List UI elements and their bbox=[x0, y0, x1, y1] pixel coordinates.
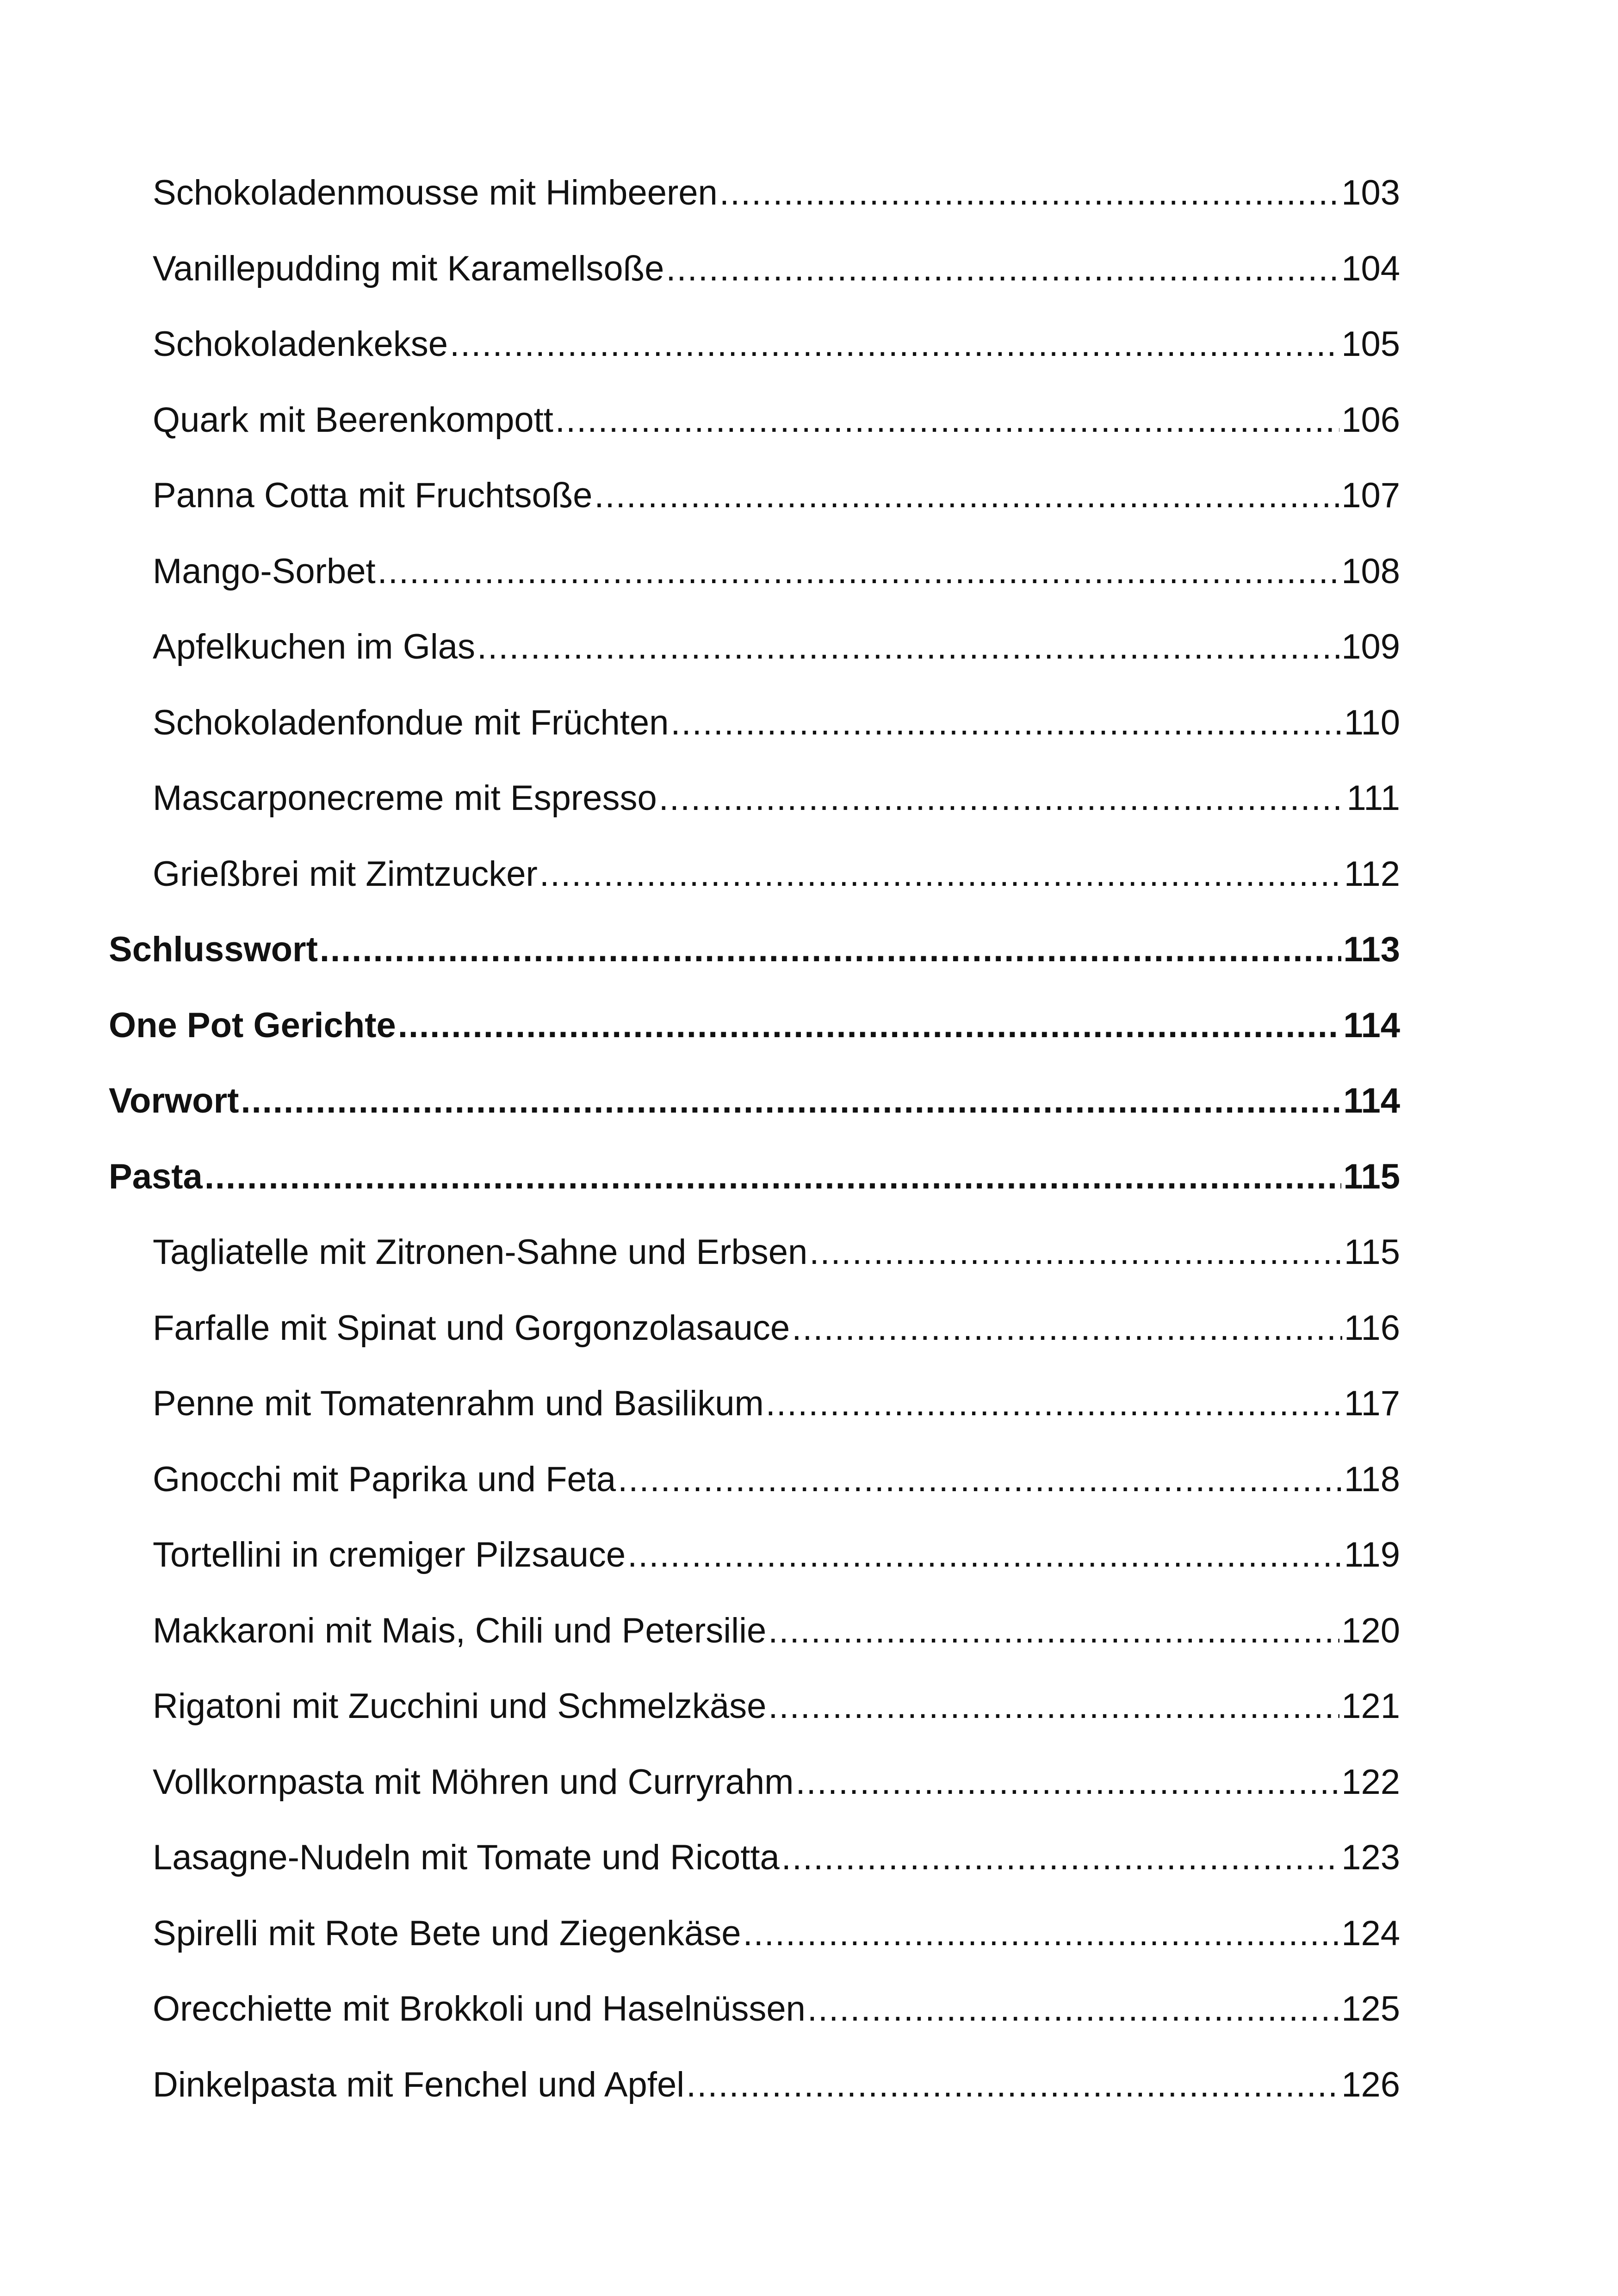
toc-entry[interactable] bbox=[109, 1214, 1400, 1290]
toc-entry[interactable] bbox=[109, 458, 1400, 534]
toc-entry[interactable] bbox=[109, 609, 1400, 685]
toc-page-number: 109 bbox=[1341, 627, 1400, 666]
toc-page-number: 112 bbox=[1344, 854, 1400, 894]
toc-entry-title: Spirelli mit Rote Bete und Ziegenkäse bbox=[153, 1913, 741, 1953]
dot-leader bbox=[666, 231, 1339, 307]
toc-entry-title: Grießbrei mit Zimtzucker bbox=[153, 854, 538, 894]
toc-entry-title: Schokoladenkekse bbox=[153, 324, 448, 364]
toc-entry-title: Schokoladenmousse mit Himbeeren bbox=[153, 173, 718, 212]
toc-entry-title: Panna Cotta mit Fruchtsoße bbox=[153, 476, 593, 515]
toc-page-number: 103 bbox=[1341, 173, 1400, 212]
toc-entry[interactable] bbox=[109, 685, 1400, 761]
toc-entry[interactable] bbox=[109, 534, 1400, 610]
dot-leader bbox=[719, 155, 1339, 231]
toc-chapter-entry[interactable] bbox=[109, 912, 1400, 988]
toc-entry[interactable] bbox=[109, 306, 1400, 382]
toc-page-number: 116 bbox=[1344, 1308, 1400, 1348]
toc-page-number: 122 bbox=[1341, 1762, 1400, 1802]
toc-entry[interactable] bbox=[109, 1744, 1400, 1820]
dot-leader bbox=[659, 760, 1345, 836]
toc-entry[interactable] bbox=[109, 836, 1400, 912]
dot-leader bbox=[809, 1214, 1342, 1290]
toc-entry[interactable] bbox=[109, 382, 1400, 458]
toc-entry-title: Schokoladenfondue mit Früchten bbox=[153, 703, 669, 742]
toc-page-number: 118 bbox=[1344, 1459, 1400, 1499]
dot-leader bbox=[768, 1668, 1339, 1744]
dot-leader bbox=[768, 1593, 1339, 1669]
toc-page-number: 126 bbox=[1341, 2065, 1400, 2104]
toc-page-number: 108 bbox=[1341, 551, 1400, 591]
toc-entry[interactable] bbox=[109, 1593, 1400, 1669]
toc-entry-title: Farfalle mit Spinat und Gorgonzolasauce bbox=[153, 1308, 790, 1348]
table-of-contents bbox=[109, 155, 1400, 2122]
dot-leader bbox=[670, 685, 1342, 761]
dot-leader bbox=[539, 836, 1342, 912]
toc-entry-title: Makkaroni mit Mais, Chili und Petersilie bbox=[153, 1611, 767, 1650]
toc-entry-title: Mango-Sorbet bbox=[153, 551, 376, 591]
toc-page-number: 106 bbox=[1341, 400, 1400, 440]
toc-entry[interactable] bbox=[109, 1366, 1400, 1442]
dot-leader bbox=[398, 988, 1342, 1064]
toc-entry[interactable] bbox=[109, 1971, 1400, 2047]
toc-entry-title: Tagliatelle mit Zitronen-Sahne und Erbsen bbox=[153, 1232, 808, 1272]
toc-page-number: 117 bbox=[1344, 1384, 1400, 1423]
toc-chapter-entry[interactable] bbox=[109, 1139, 1400, 1215]
toc-page-number: 121 bbox=[1341, 1686, 1400, 1726]
toc-entry[interactable] bbox=[109, 155, 1400, 231]
toc-page-number: 104 bbox=[1341, 249, 1400, 288]
dot-leader bbox=[686, 2047, 1339, 2123]
toc-chapter-entry[interactable] bbox=[109, 988, 1400, 1064]
dot-leader bbox=[450, 306, 1339, 382]
toc-entry-title: Rigatoni mit Zucchini und Schmelzkäse bbox=[153, 1686, 767, 1726]
toc-entry-title: Penne mit Tomatenrahm und Basilikum bbox=[153, 1384, 764, 1423]
toc-entry[interactable] bbox=[109, 231, 1400, 307]
toc-page-number: 111 bbox=[1346, 778, 1400, 818]
toc-page-number: 120 bbox=[1341, 1611, 1400, 1650]
dot-leader bbox=[618, 1442, 1342, 1518]
toc-entry-title: Vorwort bbox=[109, 1081, 239, 1120]
toc-page-number: 119 bbox=[1344, 1535, 1400, 1574]
toc-entry[interactable] bbox=[109, 1442, 1400, 1518]
toc-entry-title: Pasta bbox=[109, 1157, 203, 1196]
toc-entry-title: Quark mit Beerenkompott bbox=[153, 400, 553, 440]
dot-leader bbox=[378, 534, 1340, 610]
toc-chapter-entry[interactable] bbox=[109, 1063, 1400, 1139]
dot-leader bbox=[205, 1139, 1342, 1215]
dot-leader bbox=[477, 609, 1339, 685]
toc-entry[interactable] bbox=[109, 2047, 1400, 2123]
toc-page-number: 123 bbox=[1341, 1838, 1400, 1877]
toc-page-number: 113 bbox=[1343, 930, 1400, 969]
toc-page-number: 124 bbox=[1341, 1913, 1400, 1953]
toc-entry-title: Schlusswort bbox=[109, 930, 318, 969]
toc-page-number: 114 bbox=[1343, 1005, 1400, 1045]
toc-entry-title: Mascarponecreme mit Espresso bbox=[153, 778, 657, 818]
toc-entry-title: Orecchiette mit Brokkoli und Haselnüssen bbox=[153, 1989, 806, 2028]
dot-leader bbox=[594, 458, 1339, 534]
toc-page-number: 107 bbox=[1341, 476, 1400, 515]
toc-entry[interactable] bbox=[109, 760, 1400, 836]
toc-entry[interactable] bbox=[109, 1820, 1400, 1896]
toc-page-number: 125 bbox=[1341, 1989, 1400, 2028]
dot-leader bbox=[743, 1896, 1340, 1972]
toc-entry[interactable] bbox=[109, 1290, 1400, 1366]
dot-leader bbox=[241, 1063, 1341, 1139]
toc-page-number: 105 bbox=[1341, 324, 1400, 364]
toc-page-number: 115 bbox=[1344, 1232, 1400, 1272]
toc-page-number: 115 bbox=[1343, 1157, 1400, 1196]
toc-entry-title: Vollkornpasta mit Möhren und Curryrahm bbox=[153, 1762, 794, 1802]
toc-entry[interactable] bbox=[109, 1517, 1400, 1593]
dot-leader bbox=[627, 1517, 1342, 1593]
toc-entry-title: Apfelkuchen im Glas bbox=[153, 627, 475, 666]
dot-leader bbox=[555, 382, 1339, 458]
dot-leader bbox=[781, 1820, 1339, 1896]
toc-entry[interactable] bbox=[109, 1896, 1400, 1972]
toc-entry[interactable] bbox=[109, 1668, 1400, 1744]
dot-leader bbox=[766, 1366, 1342, 1442]
toc-entry-title: Vanillepudding mit Karamellsoße bbox=[153, 249, 664, 288]
toc-entry-title: Tortellini in cremiger Pilzsauce bbox=[153, 1535, 626, 1574]
toc-entry-title: Gnocchi mit Paprika und Feta bbox=[153, 1459, 616, 1499]
toc-page-number: 114 bbox=[1343, 1081, 1400, 1120]
dot-leader bbox=[320, 912, 1342, 988]
toc-entry-title: One Pot Gerichte bbox=[109, 1005, 396, 1045]
toc-entry-title: Dinkelpasta mit Fenchel und Apfel bbox=[153, 2065, 685, 2104]
dot-leader bbox=[792, 1290, 1342, 1366]
dot-leader bbox=[807, 1971, 1339, 2047]
dot-leader bbox=[795, 1744, 1339, 1820]
toc-entry-title: Lasagne-Nudeln mit Tomate und Ricotta bbox=[153, 1838, 780, 1877]
toc-page-number: 110 bbox=[1344, 703, 1400, 742]
